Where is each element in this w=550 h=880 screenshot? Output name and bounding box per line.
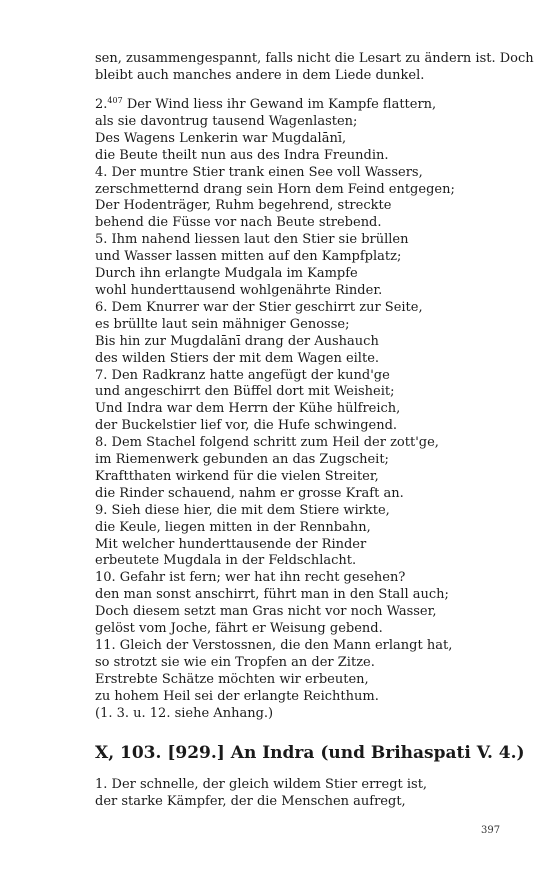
verse-line: den man sonst anschirrt, führt man in den Stall auch;: [95, 587, 449, 603]
verse-line: der Buckelstier lief vor, die Hufe schwingend.: [95, 418, 398, 434]
verse-line: als sie davontrug tausend Wagenlasten;: [95, 113, 358, 129]
verse-line: und angeschirrt den Büffel dort mit Weisheit;: [95, 384, 395, 400]
hymn-heading: X, 103. [929.] An Indra (und Brihaspati V. 4.): [95, 743, 525, 763]
intro-line: sen, zusammengespannt, falls nicht die Lesart zu ändern ist. Doch: [95, 51, 534, 66]
verse-line: wohl hunderttausend wohlgenährte Rinder.: [95, 282, 383, 298]
verse-line: Durch ihn erlangte Mudgala im Kampfe: [95, 266, 358, 282]
verse-line: Erstrebte Schätze möchten wir erbeuten,: [95, 671, 369, 687]
verse-line: [95, 97, 515, 114]
verse-line: die Beute theilt nun aus des Indra Freundin.: [95, 147, 389, 163]
anhang-note: (1. 3. u. 12. siehe Anhang.): [95, 705, 274, 721]
verse-text: Der Wind liess ihr Gewand im Kampfe flattern,: [122, 97, 437, 112]
verse-line: Kraftthaten wirkend für die vielen Streiter,: [95, 468, 379, 484]
verse-line: der starke Kämpfer, der die Menschen aufregt,: [95, 794, 406, 809]
verse-line: 11. Gleich der Verstossnen, die den Mann erlangt hat,: [95, 638, 453, 653]
verse-number: 2.: [95, 97, 108, 112]
intro-line: bleibt auch manches andere in dem Liede dunkel.: [95, 68, 425, 83]
verse-line: die Keule, liegen mitten in der Rennbahn,: [95, 519, 371, 535]
verse-line: Bis hin zur Mugdalānī drang der Aushauch: [95, 333, 379, 349]
verse-line: des wilden Stiers der mit dem Wagen eilte.: [95, 350, 380, 366]
verse-line: 1. Der schnelle, der gleich wildem Stier erregt ist,: [95, 777, 428, 792]
page-number: 397: [481, 825, 501, 836]
verse-line: im Riemenwerk gebunden an das Zugscheit;: [95, 452, 389, 468]
verse-line: 8. Dem Stachel folgend schritt zum Heil der zott'ge,: [95, 435, 439, 451]
verse-line: es brüllte laut sein mähniger Genosse;: [95, 316, 350, 332]
verse-line: behend die Füsse vor nach Beute strebend.: [95, 215, 382, 231]
verse-line: 4. Der muntre Stier trank einen See voll Wassers,: [95, 164, 423, 180]
verse-line: gelöst vom Joche, fährt er Weisung gebend.: [95, 621, 383, 637]
verse-line: 7. Den Radkranz hatte angefügt der kund'ge: [95, 367, 390, 383]
verse-line: 5. Ihm nahend liessen laut den Stier sie brüllen: [95, 232, 409, 248]
verse-line: die Rinder schauend, nahm er grosse Kraft an.: [95, 485, 404, 501]
verse-line: so strotzt sie wie ein Tropfen an der Zitze.: [95, 654, 375, 670]
footnote-marker: 407: [107, 96, 123, 105]
verse-line: 6. Dem Knurrer war der Stier geschirrt zur Seite,: [95, 299, 423, 315]
verse-line: zu hohem Heil sei der erlangte Reichthum.: [95, 688, 379, 704]
intro-paragraph: [95, 50, 534, 84]
verse-line: Doch diesem setzt man Gras nicht vor noch Wasser,: [95, 604, 437, 620]
verse-line: Des Wagens Lenkerin war Mugdalānī,: [95, 130, 347, 146]
verse-line: 10. Gefahr ist fern; wer hat ihn recht gesehen?: [95, 570, 406, 586]
verse-line: zerschmetternd drang sein Horn dem Feind entgegen;: [95, 181, 455, 197]
verse-line: und Wasser lassen mitten auf den Kampfplatz;: [95, 249, 402, 265]
verse-block: [95, 97, 515, 723]
verse-line: Der Hodenträger, Ruhm begehrend, streckte: [95, 198, 392, 214]
verse-line: erbeutete Mugdala in der Feldschlacht.: [95, 553, 357, 569]
verse-line: Und Indra war dem Herrn der Kühe hülfreich,: [95, 401, 401, 417]
verse-line: Mit welcher hunderttausende der Rinder: [95, 536, 367, 552]
next-hymn-verses: [95, 776, 515, 810]
verse-line: 9. Sieh diese hier, die mit dem Stiere wirkte,: [95, 502, 390, 518]
